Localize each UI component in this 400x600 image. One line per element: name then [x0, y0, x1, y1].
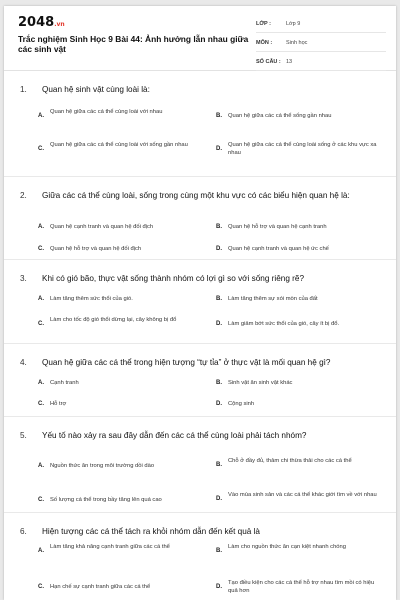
option-text: Chỗ ở đầy đủ, thảm chi thừa thải cho các cá thể: [228, 458, 352, 464]
option-c[interactable]: [38, 141, 204, 152]
question-text: Khi có gió bão, thực vật sống thành nhóm có lợi gì so với sống riêng rẽ?: [42, 274, 304, 283]
question-1: [4, 71, 396, 176]
question-2: [4, 176, 396, 260]
option-text: Làm tăng khả năng cạnh tranh giữa các cá thể: [50, 544, 170, 550]
logo-domain: .vn: [54, 21, 65, 28]
option-text: Nguồn thức ăn trong môi trường dồi dào: [50, 463, 155, 469]
question-heading: [20, 190, 386, 201]
meta-label: LỚP :: [256, 21, 271, 27]
logo-main: 2048: [18, 15, 55, 30]
option-c[interactable]: [38, 316, 204, 327]
option-text: Số lượng cá thể trong bầy tăng lên quá cao: [50, 497, 162, 503]
option-text: Hỗ trợ: [50, 401, 67, 407]
option-c[interactable]: [38, 496, 204, 504]
option-text: Sinh vật ăn sinh vật khác: [228, 380, 293, 386]
option-d[interactable]: [216, 245, 382, 253]
option-letter: D.: [216, 401, 222, 407]
question-number: 6.: [20, 527, 27, 536]
question-heading: [20, 273, 386, 284]
question-number: 3.: [20, 274, 27, 283]
option-letter: D.: [216, 146, 222, 152]
option-text: Quan hệ cạnh tranh và quan hệ đối địch: [50, 224, 154, 230]
question-text: Quan hệ giữa các cá thể trong hiện tượng “tự tỉa” ở thực vật là mối quan hệ gì?: [42, 358, 331, 367]
option-d[interactable]: [216, 491, 382, 502]
worksheet-header: [4, 6, 396, 71]
page-title: Trắc nghiệm Sinh Học 9 Bài 44: Ảnh hưởng lẫn nhau giữa các sinh vật: [18, 34, 249, 54]
option-b[interactable]: [216, 112, 382, 120]
meta-row-class: [256, 18, 386, 33]
question-4: [4, 343, 396, 417]
option-a[interactable]: [38, 543, 204, 554]
option-letter: C.: [38, 497, 44, 503]
option-b[interactable]: [216, 223, 382, 231]
option-text: Quan hệ cạnh tranh và quan hệ ức chế: [228, 246, 329, 252]
option-a[interactable]: [38, 223, 204, 231]
option-d[interactable]: [216, 579, 382, 595]
option-letter: D.: [216, 584, 222, 590]
option-text: Cạnh tranh: [50, 380, 79, 386]
question-heading: [20, 84, 386, 95]
option-text: Làm tăng thêm sự xói mòn của đất: [228, 296, 318, 302]
meta-row-count: [256, 56, 386, 71]
option-text: Tạo điều kiện cho các cá thể hỗ trợ nhau tìm mồi có hiệu quả hơn: [228, 580, 375, 594]
option-letter: C.: [38, 321, 44, 327]
question-number: 2.: [20, 191, 27, 200]
option-text: Vào mùa sinh sản và các cá thể khác giới tìm về với nhau: [228, 492, 377, 498]
option-letter: B.: [216, 462, 222, 468]
option-text: Làm cho tốc độ gió thổi dừng lại, cây không bị đổ: [50, 317, 177, 323]
question-number: 4.: [20, 358, 27, 367]
option-b[interactable]: [216, 295, 382, 303]
meta-value: Lớp 9: [286, 21, 301, 27]
option-letter: B.: [216, 380, 222, 386]
option-letter: A.: [38, 113, 44, 119]
option-c[interactable]: [38, 583, 204, 591]
option-text: Làm giảm bớt sức thổi của gió, cây ít bị đổ.: [228, 321, 340, 327]
meta-value: Sinh học: [286, 40, 308, 46]
option-c[interactable]: [38, 400, 204, 408]
option-a[interactable]: [38, 379, 204, 387]
option-b[interactable]: [216, 543, 382, 554]
question-number: 5.: [20, 431, 27, 440]
option-d[interactable]: [216, 400, 382, 408]
option-text: Làm tăng thêm sức thổi của gió.: [50, 296, 133, 302]
option-text: Quan hệ giữa các cá thể cùng loài với nhau: [50, 109, 163, 115]
question-number: 1.: [20, 85, 27, 94]
option-text: Cộng sinh: [228, 401, 255, 407]
option-letter: C.: [38, 584, 44, 590]
meta-label: MÔN :: [256, 40, 273, 46]
option-a[interactable]: [38, 108, 204, 119]
option-text: Quan hệ giữa các cá thể cùng loài sống ở các khu vực xa nhau: [228, 142, 377, 156]
question-text: Yếu tố nào xảy ra sau đây dẫn đến các cá thể cùng loài phải tách nhóm?: [42, 431, 307, 440]
option-letter: C.: [38, 146, 44, 152]
option-text: Làm cho nguồn thức ăn cạn kiệt nhanh chóng: [228, 544, 346, 550]
option-letter: A.: [38, 296, 44, 302]
option-d[interactable]: [216, 320, 382, 328]
meta-value: 13: [286, 59, 293, 65]
option-letter: C.: [38, 246, 44, 252]
option-d[interactable]: [216, 141, 382, 157]
option-letter: D.: [216, 246, 222, 252]
option-letter: D.: [216, 496, 222, 502]
option-letter: A.: [38, 224, 44, 230]
option-letter: A.: [38, 380, 44, 386]
question-heading: [20, 357, 386, 368]
question-text: Hiện tượng các cá thể tách ra khỏi nhóm dẫn đến kết quả là: [42, 527, 260, 536]
option-letter: B.: [216, 113, 222, 119]
question-heading: [20, 430, 386, 441]
site-logo[interactable]: [18, 15, 65, 30]
option-letter: C.: [38, 401, 44, 407]
question-5: [4, 416, 396, 513]
worksheet-page: [4, 6, 396, 600]
question-3: [4, 259, 396, 344]
option-a[interactable]: [38, 462, 204, 470]
option-text: Quan hệ giữa các cá thể sống gần nhau: [228, 113, 332, 119]
option-b[interactable]: [216, 379, 382, 387]
option-letter: A.: [38, 548, 44, 554]
option-letter: B.: [216, 548, 222, 554]
option-b[interactable]: [216, 457, 382, 468]
option-letter: B.: [216, 224, 222, 230]
option-letter: A.: [38, 463, 44, 469]
option-text: Hạn chế sự cạnh tranh giữa các cá thể: [50, 584, 151, 590]
option-text: Quan hệ giữa các cá thể cùng loài với sống gần nhau: [50, 142, 188, 148]
option-c[interactable]: [38, 245, 204, 253]
option-letter: B.: [216, 296, 222, 302]
meta-table: [256, 18, 386, 71]
question-text: Quan hệ sinh vật cùng loài là:: [42, 85, 150, 94]
option-a[interactable]: [38, 295, 204, 303]
option-letter: D.: [216, 321, 222, 327]
question-text: Giữa các cá thể cùng loài, sống trong cùng một khu vực có các biểu hiện quan hệ là:: [42, 191, 350, 200]
question-heading: [20, 526, 386, 537]
question-6: [4, 512, 396, 600]
option-text: Quan hệ hỗ trợ và quan hệ đối địch: [50, 246, 142, 252]
meta-row-subject: [256, 37, 386, 52]
meta-label: SỐ CÂU :: [256, 59, 281, 65]
option-text: Quan hệ hỗ trợ và quan hệ cạnh tranh: [228, 224, 327, 230]
